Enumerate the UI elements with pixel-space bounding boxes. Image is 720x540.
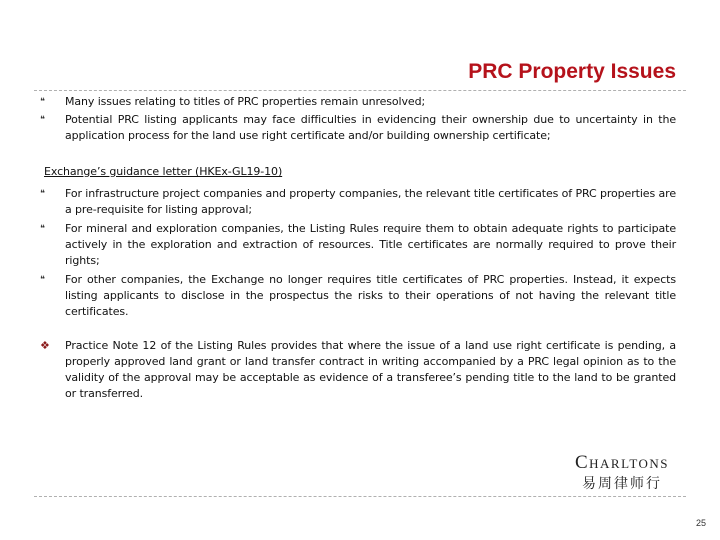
section-heading: Exchange’s guidance letter (HKEx-GL19-10) <box>44 165 283 178</box>
bullet-text: Many issues relating to titles of PRC properties remain unresolved; <box>65 95 426 108</box>
diamond-bullet-icon: ❖ <box>40 339 50 352</box>
bottom-divider <box>34 496 686 497</box>
top-divider <box>34 90 686 91</box>
quote-bullet-icon: ❝ <box>40 115 45 125</box>
bullet-text: For infrastructure project companies and property companies, the relevant title certificates of PRC properties are a pre-requisite for listing approval; <box>65 187 676 216</box>
logo-name-en: Charltons <box>574 452 670 473</box>
logo-name-cn: 易周律师行 <box>582 476 662 492</box>
page-number: 25 <box>695 518 706 528</box>
list-item <box>40 186 676 218</box>
slide-content <box>40 94 676 404</box>
quote-bullet-icon: ❝ <box>40 275 45 285</box>
quote-bullet-icon: ❝ <box>40 97 45 107</box>
practice-note <box>40 338 676 402</box>
page-title: PRC Property Issues <box>468 60 676 83</box>
practice-note-text: Practice Note 12 of the Listing Rules provides that where the issue of a land use right certificate is pending, a properly approved land grant or land transfer contract in writing accompanied by a PRC legal opinion as to the validity of the approval may be acceptable as evidence of a transferee’s pending title to the land to be granted or transferred. <box>65 339 676 400</box>
quote-bullet-icon: ❝ <box>40 189 45 199</box>
quote-bullet-icon: ❝ <box>40 224 45 234</box>
bullet-text: Potential PRC listing applicants may face difficulties in evidencing their ownership due to uncertainty in the application process for the land use right certificate and/or building ownership certificate; <box>65 113 676 142</box>
list-item <box>40 94 676 110</box>
list-item <box>40 221 676 269</box>
charltons-logo <box>558 452 686 496</box>
list-item <box>40 112 676 144</box>
guidance-bullet-list <box>40 186 676 320</box>
intro-bullet-list <box>40 94 676 144</box>
bullet-text: For other companies, the Exchange no longer requires title certificates of PRC properties. Instead, it expects listing applicants to disclose in the prospectus the risks to their operations of not having the relevant title certificates. <box>65 273 676 318</box>
bullet-text: For mineral and exploration companies, the Listing Rules require them to obtain adequate rights to participate actively in the exploration and extraction of resources. Title certificates are normally required to prove their rights; <box>65 222 676 267</box>
list-item <box>40 272 676 320</box>
